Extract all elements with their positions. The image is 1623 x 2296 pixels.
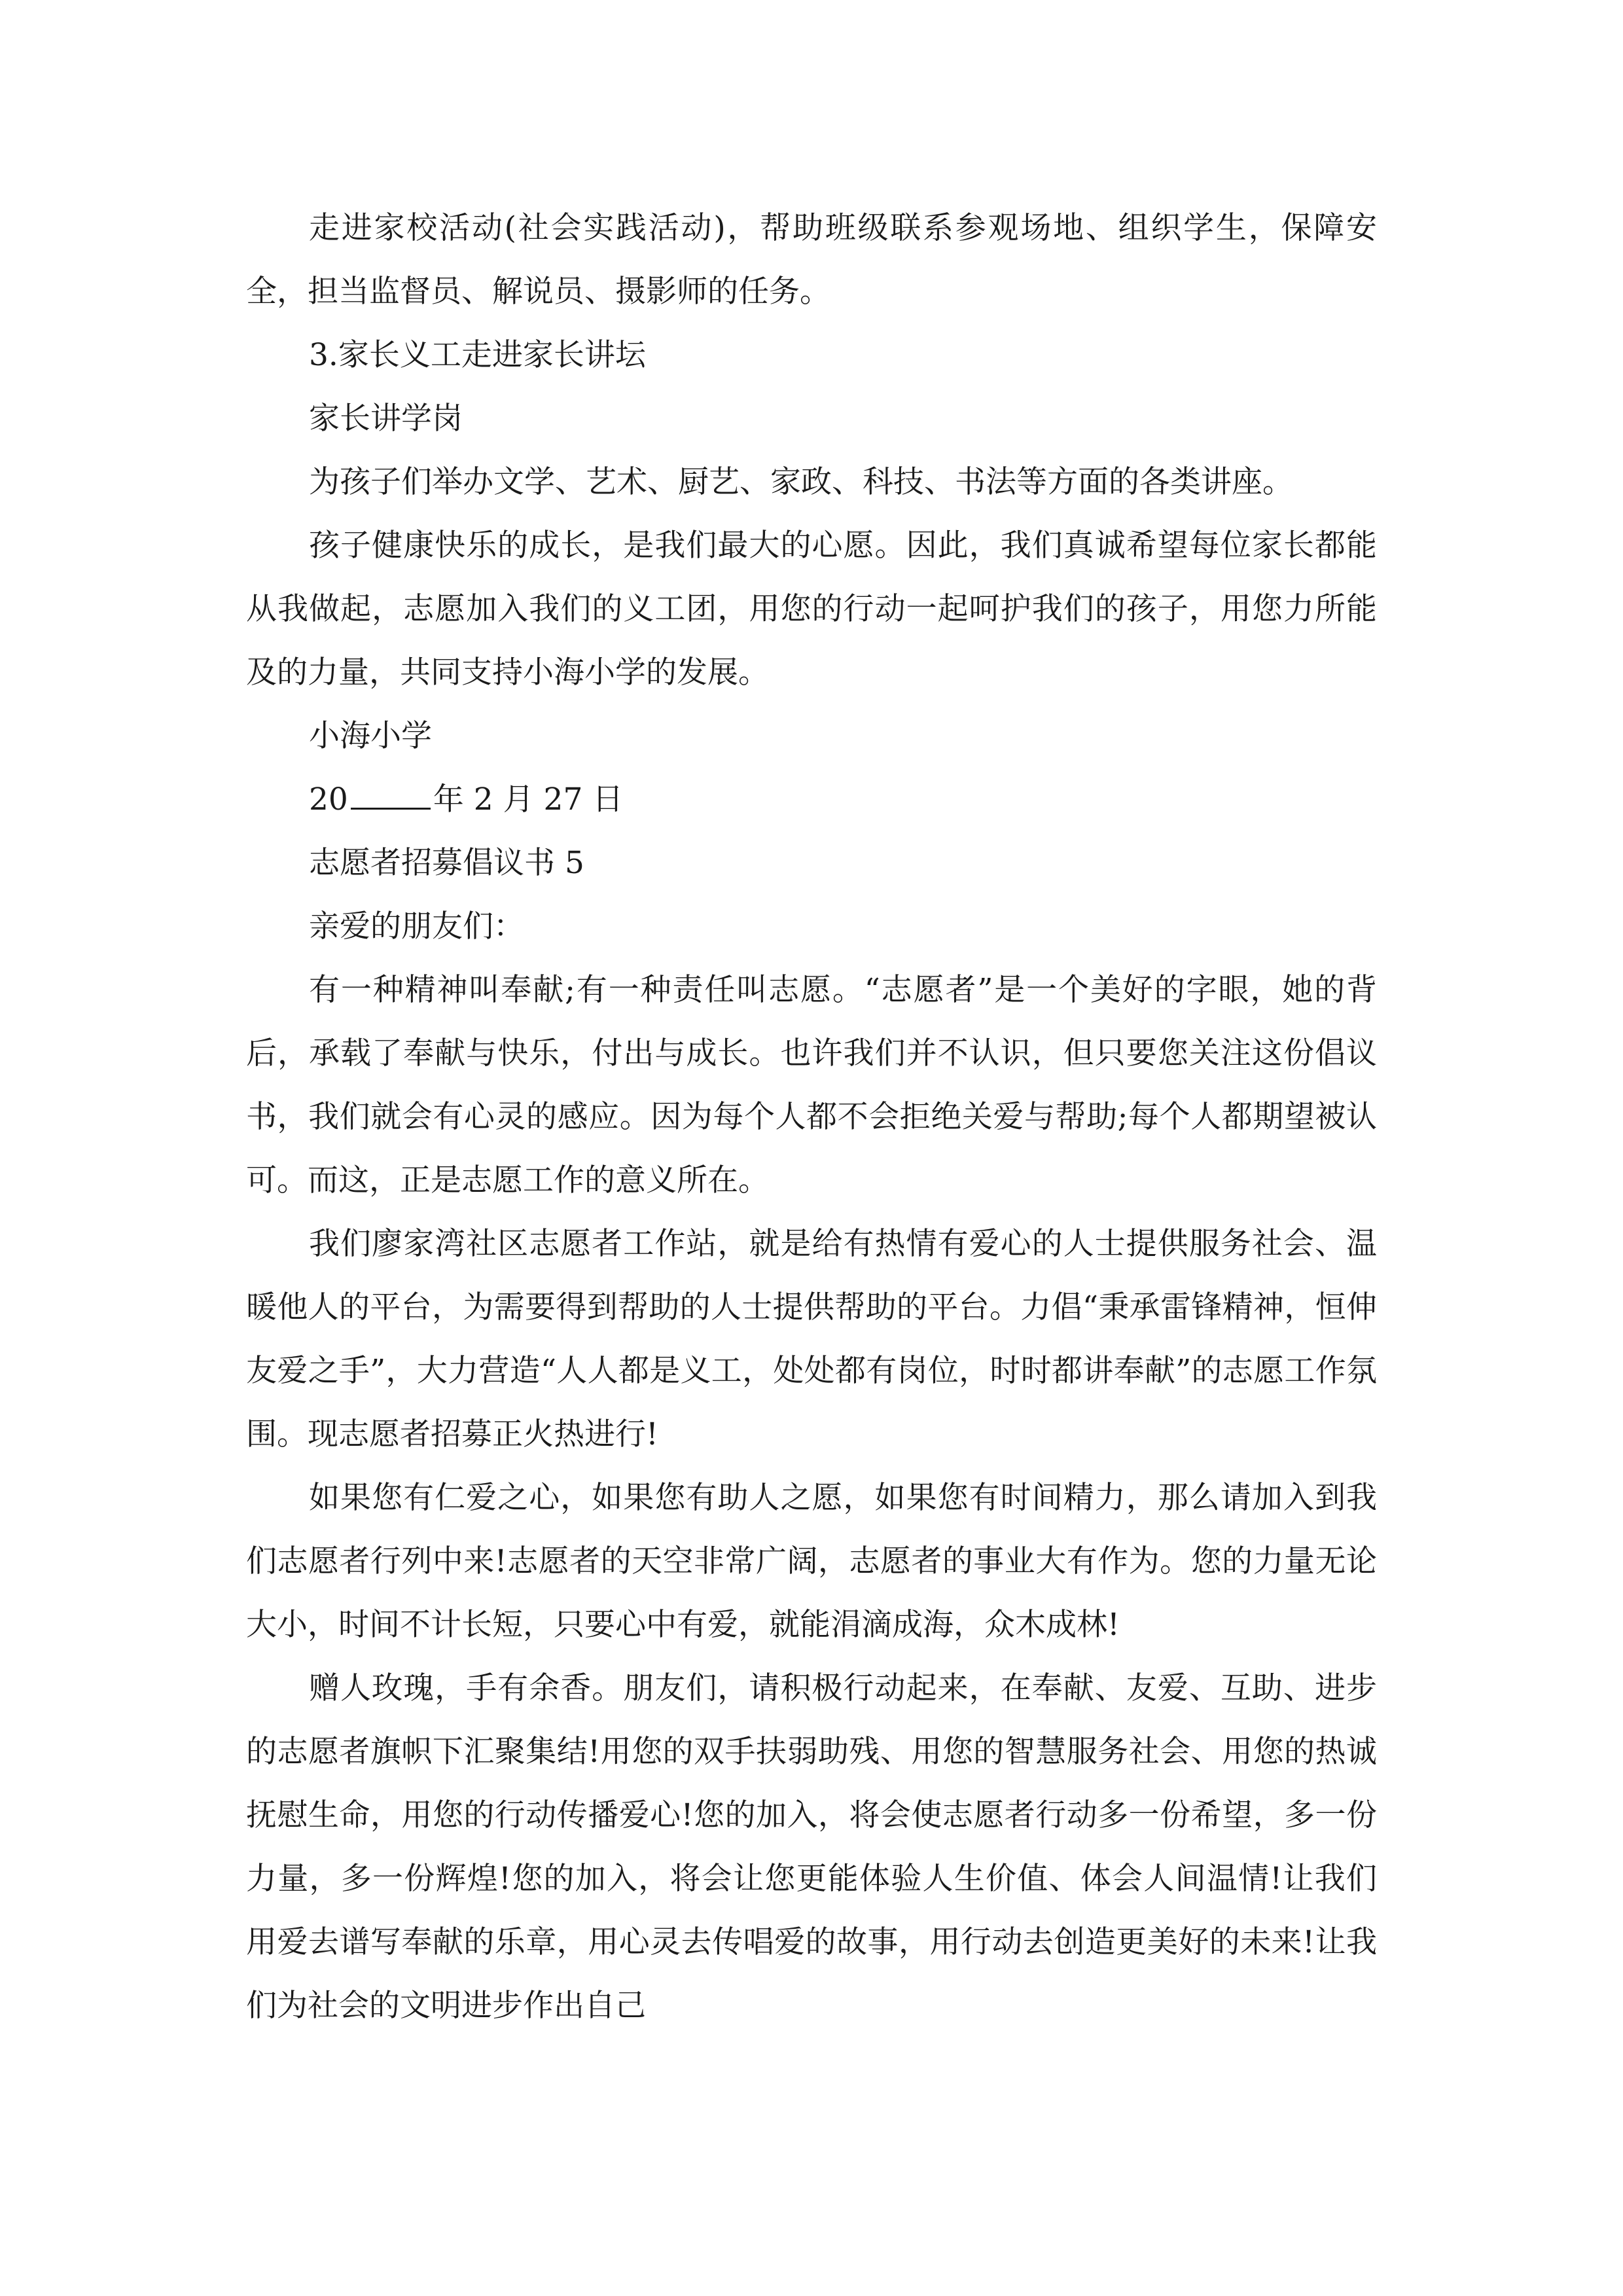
paragraph-station: 我们廖家湾社区志愿者工作站，就是给有热情有爱心的人士提供服务社会、温暖他人的平台，为需要得到帮助的人士提供帮助的平台。力倡“秉承雷锋精神，恒伸友爱之手”，大力营造“人人都是义工，处处都有岗位，时时都讲奉献”的志愿工作氛围。现志愿者招募正火热进行!	[246, 1226, 1377, 1452]
paragraph-call-to-action: 赠人玫瑰，手有余香。朋友们，请积极行动起来，在奉献、友爱、互助、进步的志愿者旗帜下汇聚集结!用您的双手扶弱助残、用您的智慧服务社会、用您的热诚抚慰生命，用您的行动传播爱心!您的加入，将会使志愿者行动多一份希望，多一份力量，多一份辉煌!您的加入，将会让您更能体验人生价值、体会人间温情!让我们用爱去谱写奉献的乐章，用心灵去传唱爱的故事，用行动去创造更美好的未来!让我们为社会的文明进步作出自己	[246, 1670, 1377, 2024]
paragraph-activities: 走进家校活动(社会实践活动)，帮助班级联系参观场地、组织学生，保障安全，担当监督员、解说员、摄影师的任务。	[246, 210, 1377, 310]
document-body	[246, 196, 1377, 2037]
paragraph-lectures: 为孩子们举办文学、艺术、厨艺、家政、科技、书法等方面的各类讲座。	[309, 464, 1293, 500]
salutation: 亲爱的朋友们：	[309, 908, 524, 944]
signature-school: 小海小学	[309, 718, 432, 754]
date-rest: 年 2 月 27 日	[433, 781, 624, 817]
paragraph-invitation: 如果您有仁爱之心，如果您有助人之愿，如果您有时间精力，那么请加入到我们志愿者行列中来!志愿者的天空非常广阔，志愿者的事业大有作为。您的力量无论大小，时间不计长短，只要心中有爱，就能涓滴成海，众木成林!	[246, 1480, 1377, 1643]
signature-date	[246, 768, 1377, 831]
document-title: 志愿者招募倡议书 5	[309, 845, 584, 881]
subheading-lecture-post: 家长讲学岗	[309, 401, 463, 437]
paragraph-spirit: 有一种精神叫奉献;有一种责任叫志愿。“志愿者”是一个美好的字眼，她的背后，承载了奉献与快乐，付出与成长。也许我们并不认识，但只要您关注这份倡议书，我们就会有心灵的感应。因为每个人都不会拒绝关爱与帮助;每个人都期望被认可。而这，正是志愿工作的意义所在。	[246, 972, 1377, 1198]
date-year-prefix: 20	[309, 781, 348, 817]
section-heading-lecture: 3.家长义工走进家长讲坛	[309, 337, 646, 373]
date-blank-line	[351, 781, 431, 810]
paragraph-closing-appeal: 孩子健康快乐的成长，是我们最大的心愿。因此，我们真诚希望每位家长都能从我做起，志愿加入我们的义工团，用您的行动一起呵护我们的孩子，用您力所能及的力量，共同支持小海小学的发展。	[246, 528, 1377, 691]
